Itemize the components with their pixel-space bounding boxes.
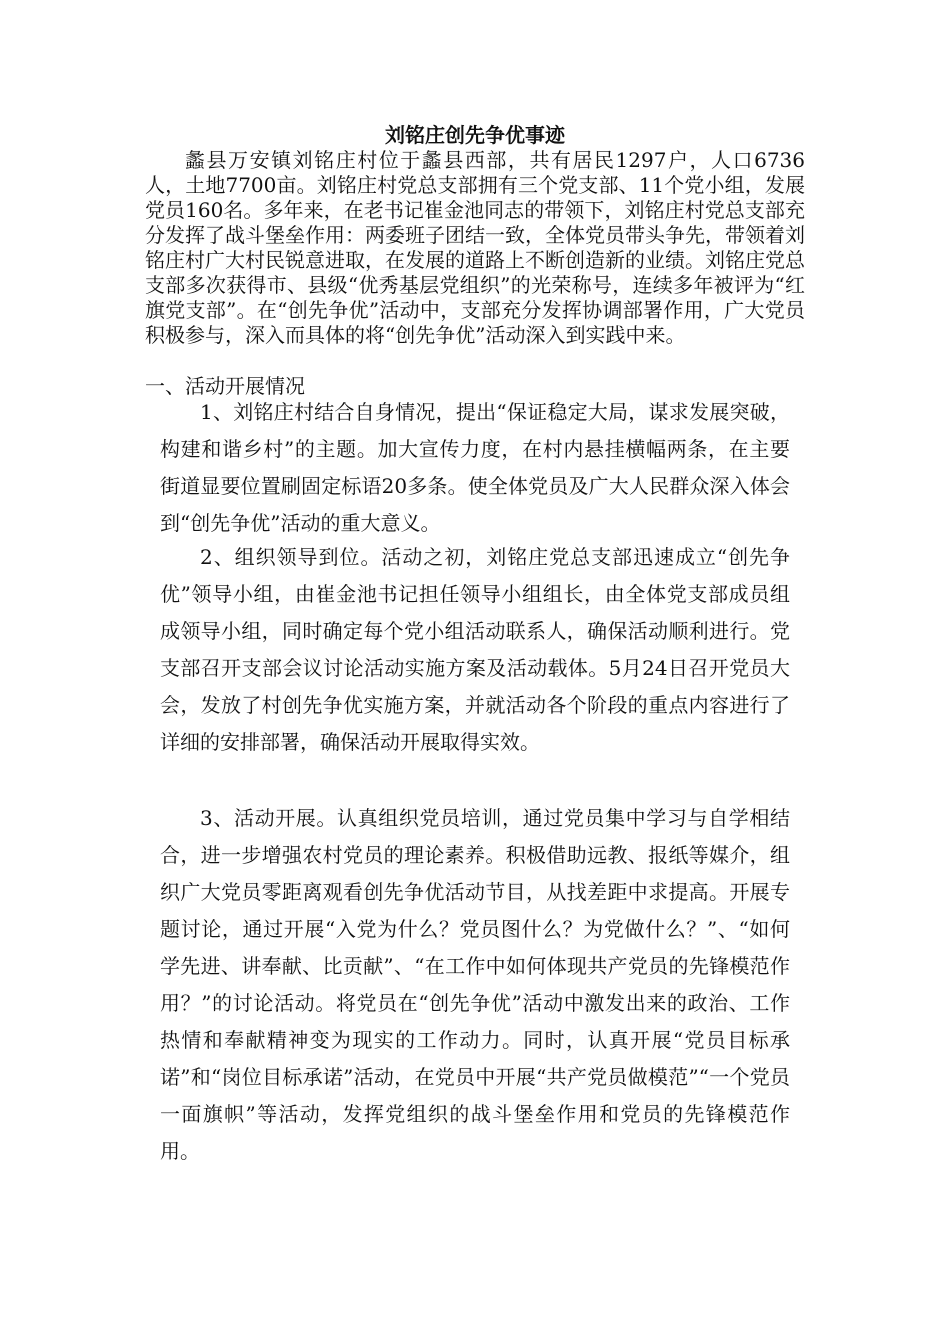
list-item: 3、活动开展。认真组织党员培训，通过党员集中学习与自学相结合，进一步增强农村党员的理论素养。积极借助远教、报纸等媒介，组织广大党员零距离观看创先争优活动节目，从找差距中求提高。开展专题讨论，通过开展“入党为什么？党员图什么？为党做什么？”、“如何学先进、讲奉献、比贡献”、“在工作中如何体现共产党员的先锋模范作用？”的讨论活动。将党员在“创先争优”活动中激发出来的政治、工作热情和奉献精神变为现实的工作动力。同时，认真开展“党员目标承诺”和“岗位目标承诺”活动，在党员中开展“共产党员做模范”“一个党员一面旗帜”等活动，发挥党组织的战斗堡垒作用和党员的先锋模范作用。 [160,806,790,1163]
document-title: 刘铭庄创先争优事迹 [385,123,565,147]
list-item: 1、刘铭庄村结合自身情况，提出“保证稳定大局，谋求发展突破，构建和谐乡村”的主题。加大宣传力度，在村内悬挂横幅两条，在主要街道显要位置刷固定标语20多条。使全体党员及广大人民群众深入体会到“创先争优”活动的重大意义。 [160,400,790,535]
intro-paragraph: 蠡县万安镇刘铭庄村位于蠡县西部，共有居民1297户，人口6736人，土地7700亩。刘铭庄村党总支部拥有三个党支部、11个党小组，发展党员160名。多年来，在老书记崔金池同志的带领下，刘铭庄村党总支部充分发挥了战斗堡垒作用：两委班子团结一致，全体党员带头争先，带领着刘铭庄村广大村民锐意进取，在发展的道路上不断创造新的业绩。刘铭庄党总支部多次获得市、县级“优秀基层党组织”的光荣称号，连续多年被评为“红旗党支部”。在“创先争优”活动中，支部充分发挥协调部署作用，广大党员积极参与，深入而具体的将“创先争优”活动深入到实践中来。 [145,148,805,347]
list-item: 2、组织领导到位。活动之初，刘铭庄党总支部迅速成立“创先争优”领导小组，由崔金池书记担任领导小组组长，由全体党支部成员组成领导小组，同时确定每个党小组活动联系人，确保活动顺利进行。党支部召开支部会议讨论活动实施方案及活动载体。5月24日召开党员大会，发放了村创先争优实施方案，并就活动各个阶段的重点内容进行了详细的安排部署，确保活动开展取得实效。 [160,545,790,754]
section-heading: 一、活动开展情况 [145,374,305,398]
